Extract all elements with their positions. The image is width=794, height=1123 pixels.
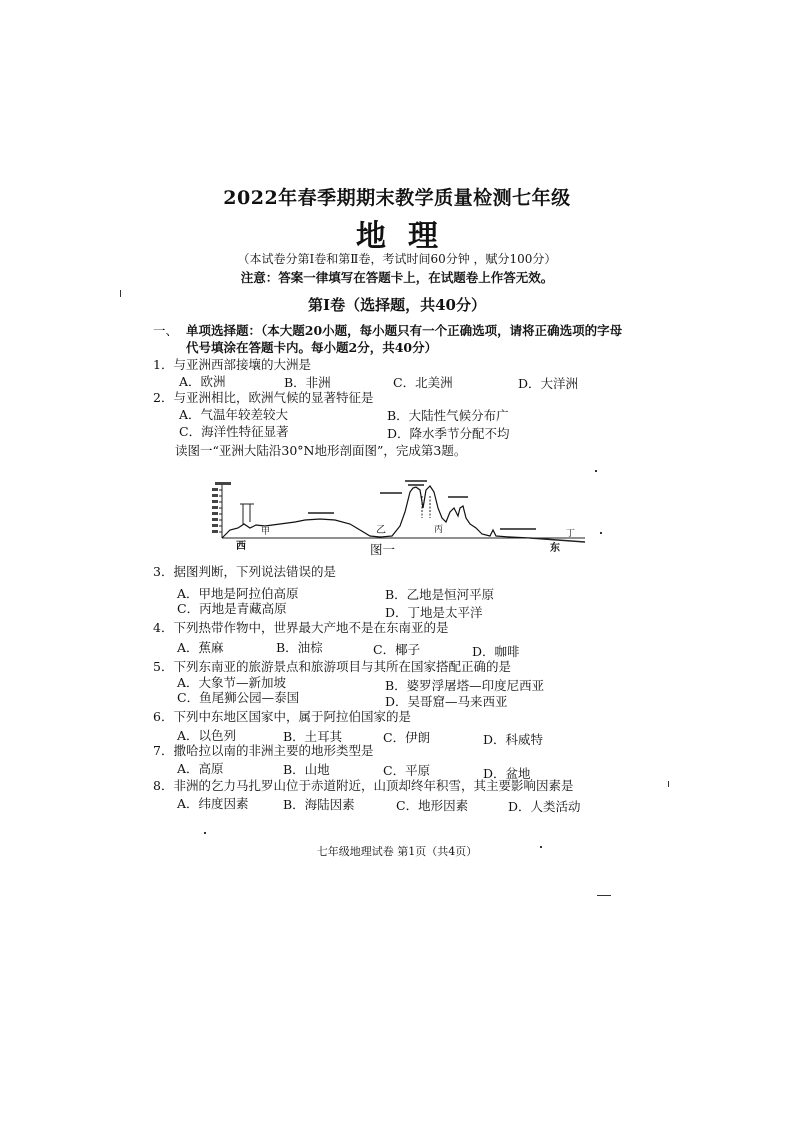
part1-title: 第Ⅰ卷（选择题，共40分） [308, 296, 486, 314]
q4-option-b: B．油棕 [276, 640, 323, 655]
scan-speck [600, 532, 602, 534]
figure-east-label: 东 [550, 543, 560, 554]
q2-option-b: B．大陆性气候分布广 [387, 408, 509, 423]
exam-title: 2022年春季期期末教学质量检测七年级 [223, 187, 571, 209]
section-instructions-line2: 代号填涂在答题卡内。每小题2分，共40分） [186, 340, 438, 355]
scan-speck [204, 832, 206, 834]
question-2-stem: 2．与亚洲相比，欧洲气候的显著特征是 [153, 390, 374, 405]
answer-instruction-note: 注意：答案一律填写在答题卡上，在试题卷上作答无效。 [240, 270, 554, 285]
q5-option-a: A．大象节—新加坡 [177, 675, 287, 690]
q2-option-a: A．气温年较差较大 [179, 407, 289, 422]
page-footer: 七年级地理试卷 第1页（共4页） [316, 845, 478, 858]
section-instructions-line1: 单项选择题：（本大题20小题，每小题只有一个正确选项，请将正确选项的字母 [186, 323, 623, 338]
q1-option-a: A．欧洲 [179, 374, 226, 389]
scan-speck [540, 846, 542, 848]
q5-option-b: B．婆罗浮屠塔—印度尼西亚 [385, 678, 545, 693]
q8-option-b: B．海陆因素 [283, 797, 355, 812]
question-7-stem: 7．撒哈拉以南的非洲主要的地形类型是 [153, 743, 374, 758]
q3-option-b: B．乙地是恒河平原 [385, 587, 495, 602]
figure-label-jia: 甲 [261, 527, 271, 537]
q7-option-a: A．高原 [177, 761, 224, 776]
question-8-stem: 8．非洲的乞力马扎罗山位于赤道附近，山顶却终年积雪，其主要影响因素是 [153, 778, 574, 793]
q7-option-b: B．山地 [283, 762, 330, 777]
q8-option-c: C．地形因素 [396, 798, 469, 813]
q5-option-d: D．吴哥窟—马来西亚 [385, 694, 508, 709]
exam-info-note: （本试卷分第Ⅰ卷和第Ⅱ卷，考试时间60分钟 ，赋分100分） [237, 252, 557, 266]
figure-label-ding: 丁 [566, 529, 576, 539]
figure-label-yi: 乙 [376, 525, 386, 536]
q4-option-c: C．椰子 [373, 642, 421, 657]
subject-title: 地理 [356, 219, 460, 254]
q2-option-c: C．海洋性特征显著 [179, 424, 289, 439]
q6-option-c: C．伊朗 [383, 730, 431, 745]
question-3-stem: 3．据图判断，下列说法错误的是 [153, 564, 336, 579]
q3-option-a: A．甲地是阿拉伯高原 [177, 586, 299, 601]
q3-option-d: D．丁地是太平洋 [385, 605, 483, 620]
terrain-profile-figure [210, 478, 590, 558]
question-1-stem: 1．与亚洲西部接壤的大洲是 [153, 357, 311, 372]
q1-option-d: D．大洋洲 [518, 376, 579, 391]
scan-speck [668, 781, 669, 787]
q8-option-d: D．人类活动 [508, 799, 581, 814]
q1-option-b: B．非洲 [284, 375, 331, 390]
q2-option-d: D．降水季节分配不均 [387, 426, 510, 441]
q3-option-c: C．丙地是青藏高原 [177, 601, 287, 616]
q7-option-d: D．盆地 [483, 766, 531, 781]
section-number: 一、 [153, 323, 179, 338]
question-6-stem: 6．下列中东地区国家中，属于阿拉伯国家的是 [153, 709, 411, 724]
figure-west-label: 西 [236, 541, 246, 552]
scan-speck [597, 895, 611, 896]
q4-option-d: D．咖啡 [472, 644, 520, 659]
q8-option-a: A．纬度因素 [177, 796, 249, 811]
q5-option-c: C．鱼尾狮公园—泰国 [177, 690, 300, 705]
question-4-stem: 4．下列热带作物中，世界最大产地不是在东南亚的是 [153, 620, 449, 635]
scan-speck [120, 290, 121, 297]
question-5-stem: 5．下列东南亚的旅游景点和旅游项目与其所在国家搭配正确的是 [153, 659, 511, 674]
q1-option-c: C．北美洲 [393, 375, 453, 390]
figure-caption: 图一 [370, 542, 396, 557]
scan-speck [595, 470, 597, 472]
q4-option-a: A．蕉麻 [177, 640, 224, 655]
q7-option-c: C．平原 [383, 763, 431, 778]
q6-option-a: A．以色列 [177, 728, 237, 743]
figure-label-bing: 丙 [434, 525, 444, 535]
q6-option-d: D．科威特 [483, 732, 544, 747]
figure-intro-text: 读图一“亚洲大陆沿30°N地形剖面图”，完成第3题。 [175, 443, 467, 458]
q6-option-b: B．土耳其 [283, 729, 343, 744]
